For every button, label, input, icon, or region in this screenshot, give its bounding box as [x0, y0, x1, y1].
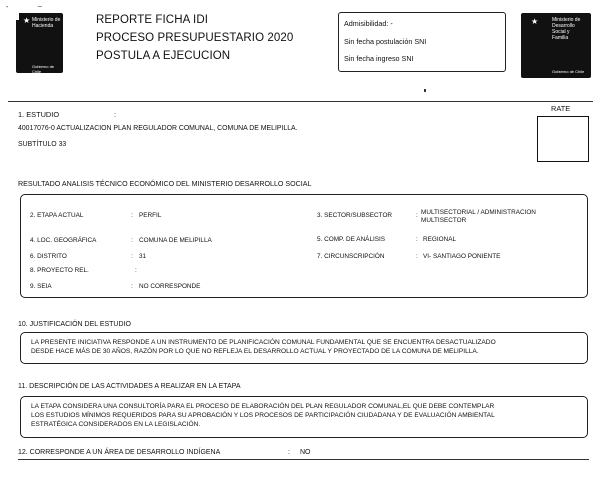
actividades-text: LOS ESTUDIOS MÍNIMOS REQUERIDOS PARA SU APROBACIÓN Y LOS PROCESOS DE PARTICIPACIÓN CIUDADANA Y DE EVALUACIÓN AMBIENTAL — [31, 412, 495, 419]
subtitulo: SUBTÍTULO 33 — [18, 141, 67, 148]
rate-box — [537, 116, 589, 162]
actividades-text: ESTRATÉGICA CONSIDERADOS EN LA LEGISLACIÓN. — [31, 421, 201, 428]
field-value: 31 — [139, 253, 147, 260]
field-sep: : — [416, 253, 418, 260]
indigena-value: NO — [300, 449, 311, 456]
indigena-sep: : — [288, 449, 290, 456]
justificacion-text: LA PRESENTE INICIATIVA RESPONDE A UN INSTRUMENTO DE PLANIFICACIÓN COMUNAL FUNDAMENTAL QUE SE ENCUENTRA DESACTUALIZADO — [31, 339, 496, 346]
resultado-heading: RESULTADO ANALISIS TÉCNICO ECONÓMICO DEL MINISTERIO DESARROLLO SOCIAL — [18, 180, 312, 188]
field-label: 5. COMP. DE ANÁLISIS — [317, 236, 386, 243]
scan-mark: - — [6, 4, 9, 11]
actividades-text: LA ETAPA CONSIDERA UNA CONSULTORÍA PARA EL PROCESO DE ELABORACIÓN DEL PLAN REGULADOR COMUNAL,EL QUE DEBE CONTEMPLAR — [31, 403, 495, 410]
admisibilidad-box — [338, 12, 506, 72]
estudio-colon: : — [114, 110, 117, 119]
field-value: COMUNA DE MELIPILLA — [139, 237, 212, 244]
rate-label: RATE — [551, 104, 571, 113]
field-label: 3. SECTOR/SUBSECTOR — [317, 212, 393, 219]
scan-dot — [424, 89, 426, 92]
field-sep: : — [131, 237, 133, 244]
field-sep: : — [135, 267, 137, 274]
fecha-ingreso: Sin fecha ingreso SNI — [344, 54, 414, 63]
field-value: PERFIL — [139, 212, 162, 219]
fecha-postulacion: Sin fecha postulación SNI — [344, 37, 427, 46]
estudio-code-name: 40017076-0 ACTUALIZACION PLAN REGULADOR COMUNAL, COMUNA DE MELIPILLA. — [18, 125, 298, 132]
logo-line: Hacienda — [32, 23, 54, 29]
justificacion-text: DESDE HACE MÁS DE 30 AÑOS, RAZÓN POR LO QUE NO REFLEJA EL DESARROLLO ACTUAL Y PROYECTADO DE LA COMUNA DE MELIPILLA. — [31, 348, 479, 355]
actividades-box — [20, 396, 588, 438]
logo-line: Social y — [552, 29, 570, 35]
desarrollo-social-logo — [521, 13, 591, 78]
estudio-heading: 1. ESTUDIO — [18, 110, 60, 119]
admisibilidad-label: Admisibilidad: - — [344, 19, 393, 28]
chile-star-icon: ★ — [23, 16, 31, 25]
logo-footer: Gobierno de Chile — [32, 64, 55, 74]
header-divider — [8, 101, 593, 102]
field-sep: : — [416, 236, 418, 243]
indigena-label: 12. CORRESPONDE A UN ÁREA DE DESARROLLO INDÍGENA — [18, 449, 221, 456]
field-label: 7. CIRCUNSCRIPCIÓN — [317, 253, 385, 260]
field-label: 2. ETAPA ACTUAL — [30, 212, 84, 219]
report-status: POSTULA A EJECUCION — [96, 50, 231, 62]
field-label: 6. DISTRITO — [30, 253, 67, 260]
field-sep: : — [416, 212, 418, 219]
field-sep: : — [131, 253, 133, 260]
justificacion-box — [20, 332, 588, 364]
field-sep: : — [131, 283, 133, 290]
field-value: MULTISECTORIAL / ADMINISTRACION — [421, 209, 536, 216]
hacienda-logo — [16, 13, 63, 73]
scan-mark: _ — [38, 0, 42, 7]
logo-line: Ministerio de — [32, 17, 61, 23]
field-label: 4. LOC. GEOGRÁFICA — [30, 237, 97, 244]
field-value: NO CORRESPONDE — [139, 283, 201, 290]
logo-line: Familia — [552, 35, 569, 41]
indigena-underline — [18, 459, 589, 460]
field-value: REGIONAL — [423, 236, 457, 243]
actividades-heading: 11. DESCRIPCIÓN DE LAS ACTIVIDADES A REALIZAR EN LA ETAPA — [18, 383, 241, 390]
field-label: 9. SEIA — [30, 283, 52, 290]
chile-star-icon: ★ — [531, 17, 539, 26]
field-value-continued: MULTISECTOR — [421, 217, 467, 224]
justificacion-heading: 10. JUSTIFICACIÓN DEL ESTUDIO — [18, 321, 131, 328]
field-value: VI- SANTIAGO PONIENTE — [423, 253, 501, 260]
field-sep: : — [131, 212, 133, 219]
logo-footer: Gobierno de Chile — [552, 69, 585, 74]
logo-line: Ministerio de — [552, 17, 581, 23]
field-label: 8. PROYECTO REL. — [30, 267, 89, 274]
report-title: REPORTE FICHA IDI — [96, 14, 209, 26]
logo-line: Desarrollo — [552, 23, 575, 29]
report-subtitle: PROCESO PRESUPUESTARIO 2020 — [96, 32, 294, 44]
